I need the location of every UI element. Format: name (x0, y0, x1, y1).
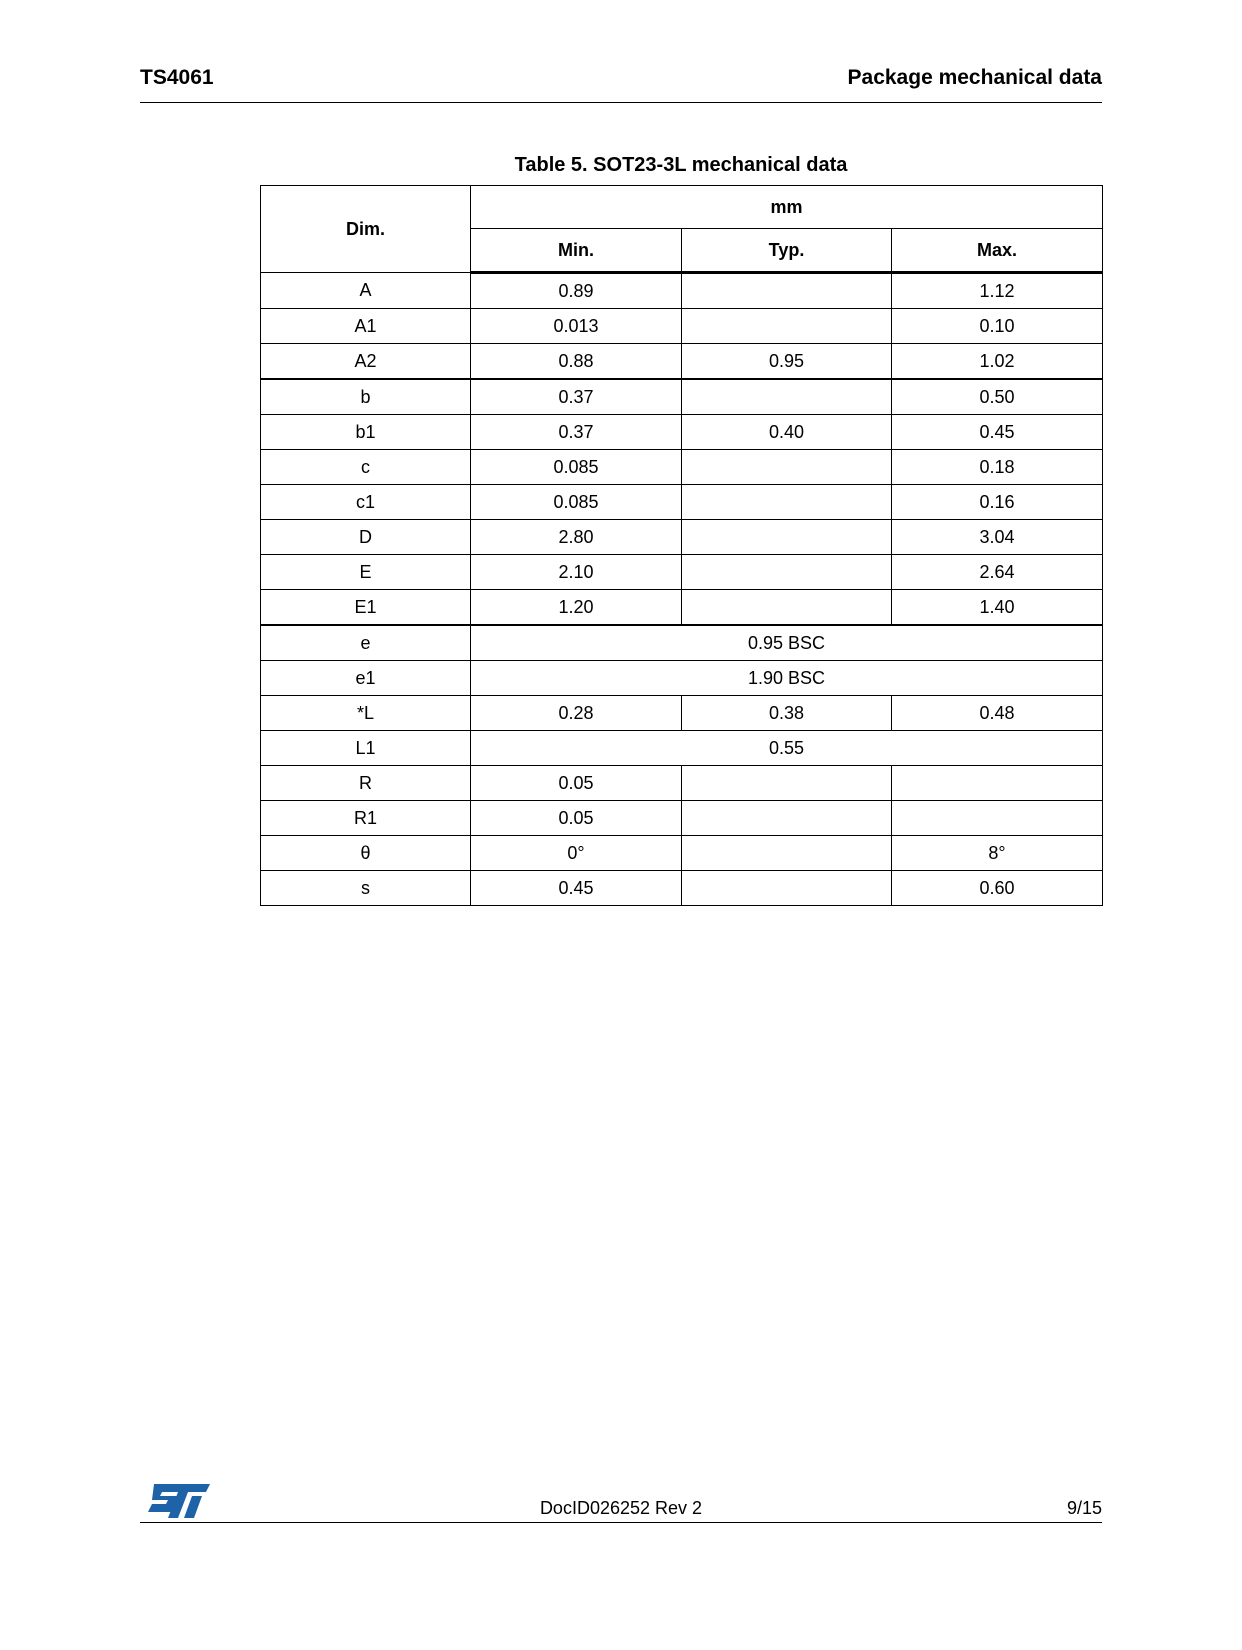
max-column-header: Max. (892, 229, 1103, 273)
max-cell: 8° (892, 836, 1103, 871)
min-cell: 0.89 (471, 273, 682, 309)
typ-cell (682, 309, 892, 344)
typ-cell (682, 450, 892, 485)
table-row (261, 485, 1103, 520)
max-cell: 0.18 (892, 450, 1103, 485)
section-title: Package mechanical data (847, 66, 1102, 89)
min-cell: 0.37 (471, 379, 682, 415)
min-cell: 0.085 (471, 450, 682, 485)
table-row (261, 731, 1103, 766)
table-caption: Table 5. SOT23-3L mechanical data (514, 154, 848, 176)
dim-cell: D (261, 520, 471, 555)
max-cell: 1.02 (892, 344, 1103, 380)
typ-cell (682, 520, 892, 555)
typ-column-header: Typ. (682, 229, 892, 273)
min-column-header: Min. (471, 229, 682, 273)
dim-cell: R (261, 766, 471, 801)
table-row (261, 344, 1103, 380)
dim-cell: b1 (261, 415, 471, 450)
max-cell: 0.45 (892, 415, 1103, 450)
table-row (261, 273, 1103, 309)
typ-cell (682, 555, 892, 590)
dim-cell: E (261, 555, 471, 590)
mechanical-data-table (260, 185, 1103, 906)
min-cell: 0.05 (471, 801, 682, 836)
dim-cell: *L (261, 696, 471, 731)
typ-cell (682, 590, 892, 626)
document-id: DocID026252 Rev 2 (539, 1498, 703, 1518)
merged-value-cell: 1.90 BSC (471, 661, 1103, 696)
typ-cell: 0.95 (682, 344, 892, 380)
min-cell: 2.10 (471, 555, 682, 590)
max-cell: 0.50 (892, 379, 1103, 415)
table-row (261, 309, 1103, 344)
min-cell: 1.20 (471, 590, 682, 626)
min-cell: 0.45 (471, 871, 682, 906)
min-cell: 0.013 (471, 309, 682, 344)
typ-cell (682, 766, 892, 801)
typ-cell: 0.38 (682, 696, 892, 731)
table-row (261, 625, 1103, 661)
footer-divider (140, 1522, 1102, 1523)
merged-value-cell: 0.95 BSC (471, 625, 1103, 661)
dim-cell: c1 (261, 485, 471, 520)
min-cell: 0.05 (471, 766, 682, 801)
table-row (261, 450, 1103, 485)
min-cell: 2.80 (471, 520, 682, 555)
min-cell: 0.28 (471, 696, 682, 731)
dim-cell: b (261, 379, 471, 415)
table-row (261, 766, 1103, 801)
min-cell: 0° (471, 836, 682, 871)
dim-cell: A2 (261, 344, 471, 380)
max-cell: 0.60 (892, 871, 1103, 906)
max-cell: 1.40 (892, 590, 1103, 626)
dim-cell: L1 (261, 731, 471, 766)
min-cell: 0.085 (471, 485, 682, 520)
table-row (261, 379, 1103, 415)
dim-cell: θ (261, 836, 471, 871)
typ-cell: 0.40 (682, 415, 892, 450)
document-part-number: TS4061 (140, 66, 214, 89)
table-row (261, 415, 1103, 450)
table-row (261, 590, 1103, 626)
dim-cell: R1 (261, 801, 471, 836)
max-cell (892, 766, 1103, 801)
table-header-row (261, 186, 1103, 229)
dim-cell: s (261, 871, 471, 906)
typ-cell (682, 871, 892, 906)
dim-cell: A1 (261, 309, 471, 344)
min-cell: 0.37 (471, 415, 682, 450)
table-row (261, 836, 1103, 871)
dim-cell: E1 (261, 590, 471, 626)
typ-cell (682, 379, 892, 415)
dim-cell: c (261, 450, 471, 485)
table-row (261, 520, 1103, 555)
max-cell: 0.48 (892, 696, 1103, 731)
table-row (261, 555, 1103, 590)
max-cell: 0.16 (892, 485, 1103, 520)
page-number: 9/15 (1066, 1498, 1102, 1518)
dim-column-header: Dim. (261, 186, 471, 273)
max-cell: 1.12 (892, 273, 1103, 309)
typ-cell (682, 273, 892, 309)
merged-value-cell: 0.55 (471, 731, 1103, 766)
typ-cell (682, 836, 892, 871)
typ-cell (682, 801, 892, 836)
max-cell: 3.04 (892, 520, 1103, 555)
max-cell: 2.64 (892, 555, 1103, 590)
table-row (261, 696, 1103, 731)
min-cell: 0.88 (471, 344, 682, 380)
max-cell: 0.10 (892, 309, 1103, 344)
table-row (261, 661, 1103, 696)
max-cell (892, 801, 1103, 836)
dim-cell: e1 (261, 661, 471, 696)
unit-header: mm (471, 186, 1103, 229)
table-row (261, 801, 1103, 836)
table-row (261, 871, 1103, 906)
header-divider (140, 102, 1102, 103)
typ-cell (682, 485, 892, 520)
dim-cell: A (261, 273, 471, 309)
dim-cell: e (261, 625, 471, 661)
